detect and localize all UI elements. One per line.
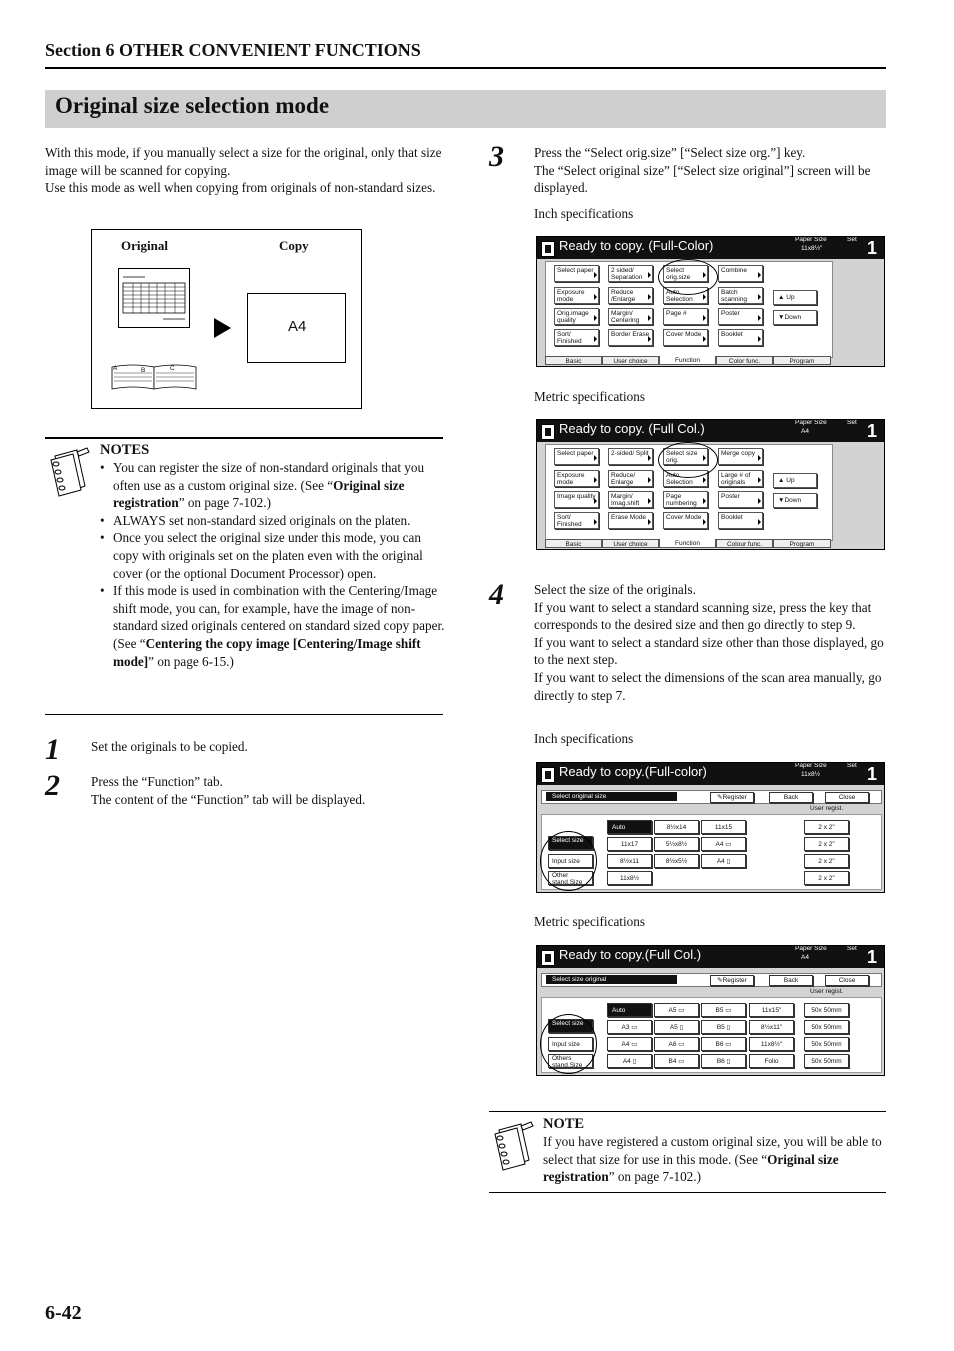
other-stand-size-button[interactable]: Other stand.Size — [548, 871, 593, 885]
paper-size-value: 11x8½" — [801, 245, 823, 252]
sheet-tab-label: C — [170, 365, 175, 372]
tab-colour-func[interactable]: Colour func. — [716, 539, 773, 548]
notepad-icon — [47, 446, 91, 498]
size-key[interactable]: 8½x5½ — [654, 854, 699, 868]
batch-scanning-button[interactable]: Batch scanning — [718, 287, 763, 304]
intro-text — [45, 144, 445, 197]
original-table-graphic — [119, 269, 189, 327]
size-key[interactable]: 11x15 — [701, 820, 746, 834]
margin-imag-shift-button[interactable]: Margin/ Imag.shift — [608, 491, 653, 508]
function-panel-metric — [536, 419, 885, 550]
notepad-icon — [491, 1120, 535, 1172]
page-number-button[interactable]: Page # — [663, 308, 708, 325]
panel-header — [537, 763, 884, 785]
metric-spec-label: Metric specifications — [534, 914, 645, 929]
note-item: • ALWAYS set non-standard sized originals on the platen. — [100, 512, 445, 530]
step-2-text: Press the “Function” tab. The content of the “Function” tab will be displayed. — [91, 774, 366, 807]
select-size-orig-button[interactable]: Select size orig. — [663, 448, 708, 465]
custom-size-key[interactable]: 2 x 2" — [804, 837, 849, 851]
custom-size-key[interactable]: 50x 50mm — [804, 1054, 849, 1068]
highlight-circle — [540, 831, 597, 891]
register-icon: ✎ — [717, 794, 723, 801]
panel-title: Ready to copy.(Full-color) — [559, 764, 707, 779]
tab-basic[interactable]: Basic — [545, 356, 602, 365]
select-paper-button[interactable]: Select paper — [554, 265, 599, 282]
intro-paragraph: Use this mode as well when copying from originals of non-standard sizes. — [45, 180, 436, 196]
original-sheet — [118, 268, 190, 328]
screen-subtitle: Select original size — [546, 792, 677, 801]
others-stand-size-button[interactable]: Others stand.Size — [548, 1054, 593, 1068]
reduce-enlarge-button[interactable]: Reduce /Enlarge — [608, 287, 653, 304]
size-key[interactable]: 11x8½ — [607, 871, 652, 885]
border-erase-button[interactable]: Border Erase — [608, 329, 653, 346]
two-sided-button[interactable]: 2 sided/ Separation — [608, 265, 653, 282]
set-label: Set — [847, 236, 857, 243]
close-button[interactable]: Close — [825, 792, 869, 803]
exposure-mode-button[interactable]: Exposure mode — [554, 287, 599, 304]
panel-title: Ready to copy.(Full Col.) — [559, 947, 702, 962]
step-number: 2 — [45, 769, 60, 802]
panel-header — [537, 237, 884, 259]
paper-size-value: A4 — [801, 954, 809, 961]
copier-icon — [541, 767, 555, 783]
large-originals-button[interactable]: Large # of originals — [718, 470, 763, 487]
combine-button[interactable]: Combine — [718, 265, 763, 282]
custom-size-key[interactable]: 50x 50mm — [804, 1037, 849, 1051]
tab-function[interactable]: Function — [659, 356, 716, 365]
copy-sheet — [247, 293, 346, 363]
select-orig-size-button[interactable]: Select orig.size — [663, 265, 708, 282]
tab-function[interactable]: Function — [659, 539, 716, 548]
note-item: • If this mode is used in combination with the Centering/Image shift mode, you can, for example, have the image of non-standard sized originals centered on standard sized copy paper. (See “Centering the copy image [Centering/Image shift mode]” on page 6-15.) — [100, 582, 445, 670]
intro-paragraph: With this mode, if you manually select a size for the original, only that size image will be scanned for copying. — [45, 145, 442, 178]
highlight-circle — [540, 1014, 597, 1074]
original-size-panel-metric — [536, 945, 885, 1076]
two-sided-split-button[interactable]: 2-sided/ Split — [608, 448, 653, 465]
size-key[interactable]: A3 ▭ — [607, 1020, 652, 1034]
custom-size-key[interactable]: 2 x 2" — [804, 820, 849, 834]
scroll-up-button[interactable]: ▲ Up — [773, 473, 817, 488]
copy-label: Copy — [279, 238, 309, 253]
paper-size-label: Paper Size — [795, 236, 827, 243]
input-size-button[interactable]: Input size — [548, 1037, 593, 1051]
size-key[interactable]: B5 ▭ — [701, 1003, 746, 1017]
panel-title: Ready to copy. (Full Col.) — [559, 421, 705, 436]
highlight-circle — [658, 259, 718, 295]
triangle-up-icon: ▲ — [778, 294, 787, 301]
copy-count: 1 — [867, 238, 878, 258]
sheet-tab-label: A — [113, 365, 118, 372]
index-sheets-graphic — [110, 361, 200, 393]
triangle-down-icon: ▼ — [778, 314, 785, 321]
notes-heading: NOTES — [100, 442, 150, 458]
auto-selection-button[interactable]: Auto Selection — [663, 470, 708, 487]
cover-mode-button[interactable]: Cover Mode — [663, 512, 708, 529]
tab-color-func[interactable]: Color func. — [716, 356, 773, 365]
select-paper-button[interactable]: Select paper — [554, 448, 599, 465]
section-title: Section 6 OTHER CONVENIENT FUNCTIONS — [45, 40, 421, 60]
set-label: Set — [847, 762, 857, 769]
function-panel-inch — [536, 236, 885, 367]
cover-mode-button[interactable]: Cover Mode — [663, 329, 708, 346]
auto-selection-button[interactable]: Auto Selection — [663, 287, 708, 304]
panel-header — [537, 946, 884, 968]
erase-mode-button[interactable]: Erase Mode — [608, 512, 653, 529]
tab-bar — [545, 356, 831, 365]
booklet-button[interactable]: Booklet — [718, 512, 763, 529]
copy-size-label: A4 — [288, 318, 307, 335]
select-size-button[interactable]: Select size — [548, 1019, 593, 1033]
note-text: If you have registered a custom original size, you will be able to select that size for use in this mode. (See “Original size registration” on page 7-102.) — [543, 1134, 882, 1185]
paper-size-value: 11x8½ — [801, 771, 821, 778]
register-icon: ✎ — [717, 977, 723, 984]
inch-spec-label: Inch specifications — [534, 206, 634, 221]
size-key[interactable]: A4 ▭ — [701, 837, 746, 851]
inch-spec-label: Inch specifications — [534, 731, 634, 746]
note-item: • Once you select the original size under this mode, you can copy with originals set on the platen even with the original cover (or the optional Document Processor) open. — [100, 529, 445, 582]
scroll-down-button[interactable]: ▼Down — [773, 310, 817, 325]
tab-user-choice[interactable]: User choice — [602, 539, 659, 548]
set-label: Set — [847, 419, 857, 426]
size-key[interactable]: 8½x11 — [607, 854, 652, 868]
margin-centering-button[interactable]: Margin/ Centering — [608, 308, 653, 325]
tab-program[interactable]: Program — [773, 356, 831, 365]
page-number: 6-42 — [45, 1302, 82, 1324]
sub-header — [541, 790, 882, 804]
step-3-text: Press the “Select orig.size” [“Select size org.”] key. The “Select original size” [“Select size original”] screen will be displayed. — [534, 145, 871, 196]
scroll-down-button[interactable]: ▼Down — [773, 493, 817, 508]
custom-size-key[interactable]: 2 x 2" — [804, 854, 849, 868]
reduce-enlarge-button[interactable]: Reduce/ Enlarge — [608, 470, 653, 487]
paper-size-label: Paper Size — [795, 762, 827, 769]
note-item: • You can register the size of non-standard originals that you often use as a custom original size. (See “Original size registration” on page 7-102.) — [100, 459, 445, 512]
paper-size-label: Paper Size — [795, 945, 827, 952]
custom-size-key[interactable]: 50x 50mm — [804, 1020, 849, 1034]
size-key[interactable]: A5 ▯ — [654, 1020, 699, 1034]
step-number: 3 — [489, 140, 504, 173]
note-bottom-rule — [489, 1192, 886, 1193]
highlight-circle — [658, 442, 718, 478]
size-key-auto[interactable]: Auto — [607, 820, 652, 834]
tab-program[interactable]: Program — [773, 539, 831, 548]
size-key[interactable]: B5 ▯ — [701, 1020, 746, 1034]
copier-icon — [541, 241, 555, 257]
size-key[interactable]: A4 ▯ — [701, 854, 746, 868]
sort-finished-button[interactable]: Sort/ Finished — [554, 329, 599, 346]
size-key[interactable]: Folio — [749, 1054, 794, 1068]
tab-basic[interactable]: Basic — [545, 539, 602, 548]
step-number: 4 — [489, 578, 504, 611]
register-button[interactable]: ✎Register — [710, 792, 754, 803]
sub-header — [541, 973, 882, 987]
note-heading: NOTE — [543, 1116, 585, 1132]
panel-title: Ready to copy. (Full-Color) — [559, 238, 714, 253]
exposure-mode-button[interactable]: Exposure mode — [554, 470, 599, 487]
step-number: 1 — [45, 733, 60, 766]
notes-top-rule — [45, 437, 443, 439]
panel-header — [537, 420, 884, 442]
orig-image-quality-button[interactable]: Orig.image quality — [554, 308, 599, 325]
size-key[interactable]: B6 ▯ — [701, 1054, 746, 1068]
copier-icon — [541, 424, 555, 440]
register-button[interactable]: ✎Register — [710, 975, 754, 986]
sheet-tab-label: B — [141, 367, 146, 374]
original-label: Original — [121, 238, 168, 253]
back-button[interactable]: Back — [769, 975, 813, 986]
size-key[interactable]: B4 ▭ — [654, 1054, 699, 1068]
size-key[interactable]: 5½x8½ — [654, 837, 699, 851]
size-key[interactable]: 8½x11" — [749, 1020, 794, 1034]
size-key[interactable]: A6 ▭ — [654, 1037, 699, 1051]
note-top-rule — [489, 1111, 886, 1112]
booklet-button[interactable]: Booklet — [718, 329, 763, 346]
scroll-up-button[interactable]: ▲ Up — [773, 290, 817, 305]
triangle-up-icon: ▲ — [778, 477, 787, 484]
notes-bottom-rule — [45, 714, 443, 715]
user-regist-label: User regist. — [810, 988, 844, 995]
step-4-text: Select the size of the originals. If you want to select a standard scanning size, press the key that corresponds to the desired size and then go directly to step 9. If you want to select a standard size other than those displayed, go to the next step. If you want to select the dimensions of the scan area manually, go directly to step 7. — [534, 582, 884, 703]
size-key[interactable]: 11x17 — [607, 837, 652, 851]
poster-button[interactable]: Poster — [718, 308, 763, 325]
size-key[interactable]: 11x15" — [749, 1003, 794, 1017]
page-title: Original size selection mode — [55, 93, 330, 118]
size-key[interactable]: 8½x14 — [654, 820, 699, 834]
size-key-auto[interactable]: Auto — [607, 1003, 652, 1017]
merge-copy-button[interactable]: Merge copy — [718, 448, 763, 465]
paper-size-label: Paper Size — [795, 419, 827, 426]
notes-list — [100, 459, 445, 670]
step-1-text: Set the originals to be copied. — [91, 739, 248, 754]
image-quality-button[interactable]: Image quality — [554, 491, 599, 508]
custom-size-key[interactable]: 50x 50mm — [804, 1003, 849, 1017]
page-numbering-button[interactable]: Page numbering — [663, 491, 708, 508]
original-copy-figure — [91, 229, 362, 409]
size-key[interactable]: B6 ▭ — [701, 1037, 746, 1051]
tab-bar — [545, 539, 831, 548]
sort-finished-button[interactable]: Sort/ Finished — [554, 512, 599, 529]
tab-user-choice[interactable]: User choice — [602, 356, 659, 365]
size-key[interactable]: A4 ▯ — [607, 1054, 652, 1068]
copy-count: 1 — [867, 421, 878, 441]
copy-count: 1 — [867, 764, 878, 784]
size-key[interactable]: 11x8½" — [749, 1037, 794, 1051]
screen-subtitle: Select size original — [546, 975, 677, 984]
copier-icon — [541, 950, 555, 966]
original-size-panel-inch — [536, 762, 885, 893]
input-size-button[interactable]: Input size — [548, 854, 593, 868]
size-key[interactable]: A4 ▭ — [607, 1037, 652, 1051]
select-size-button[interactable]: Select size — [548, 836, 593, 850]
triangle-down-icon: ▼ — [778, 497, 785, 504]
poster-button[interactable]: Poster — [718, 491, 763, 508]
title-bar — [45, 90, 886, 128]
arrow-right-icon — [214, 318, 231, 338]
copy-count: 1 — [867, 947, 878, 967]
header-rule — [45, 67, 886, 69]
metric-spec-label: Metric specifications — [534, 389, 645, 404]
paper-size-value: A4 — [801, 428, 809, 435]
custom-size-key[interactable]: 2 x 2" — [804, 871, 849, 885]
size-key[interactable]: A5 ▭ — [654, 1003, 699, 1017]
close-button[interactable]: Close — [825, 975, 869, 986]
back-button[interactable]: Back — [769, 792, 813, 803]
user-regist-label: User regist. — [810, 805, 844, 812]
set-label: Set — [847, 945, 857, 952]
